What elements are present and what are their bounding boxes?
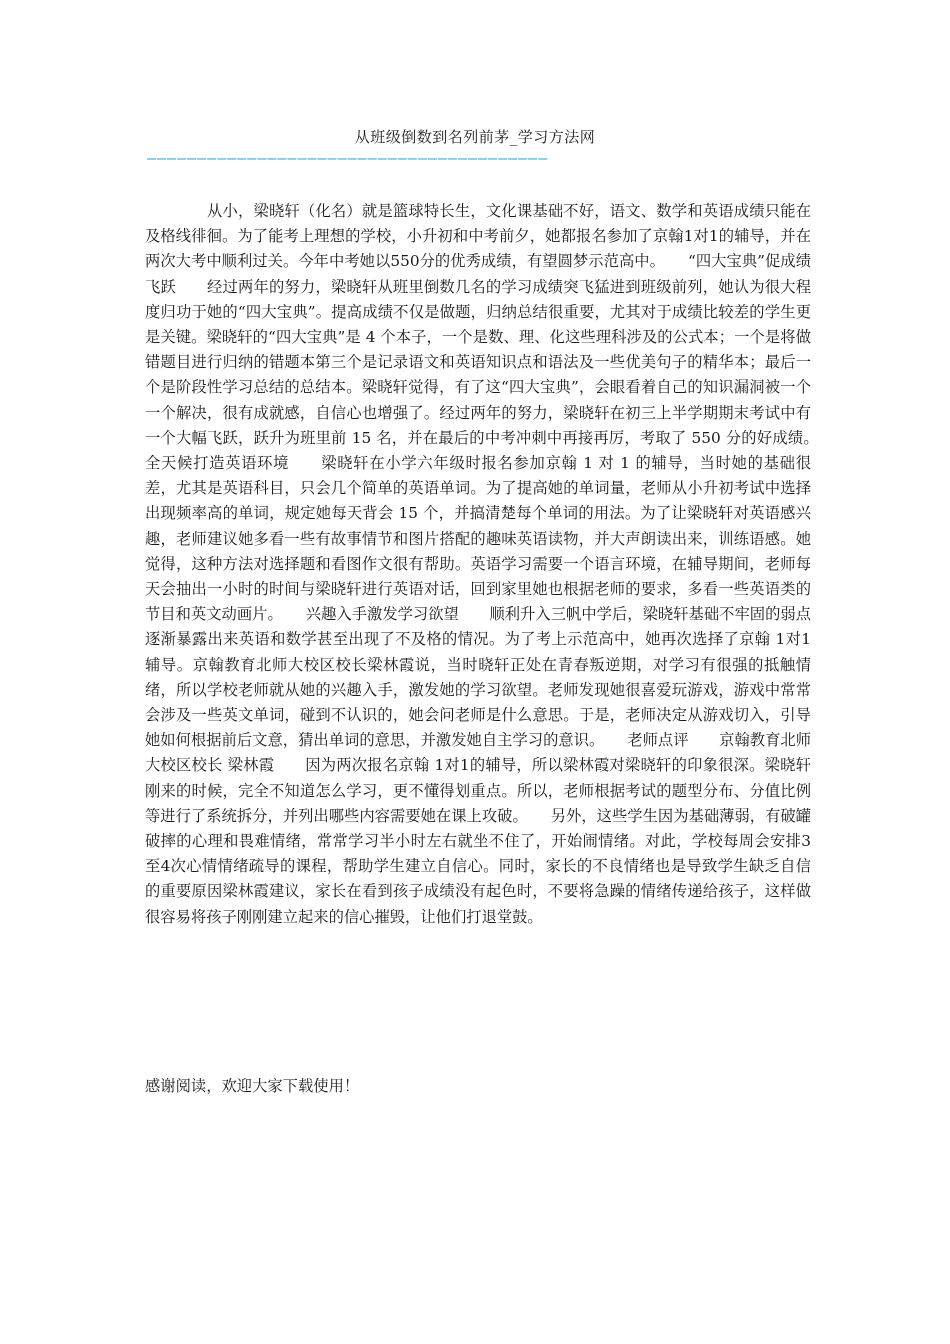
closing-note: 感谢阅读，欢迎大家下载使用！: [145, 1077, 360, 1095]
document-title: 从班级倒数到名列前茅_学习方法网: [354, 128, 596, 146]
article-body: 从小，梁晓轩（化名）就是篮球特长生，文化课基础不好，语文、数学和英语成绩只能在及格线徘徊。为了能考上理想的学校，小升初和中考前夕，她都报名参加了京翰1对1的辅导，并在两次大考中顺利过关。今年中考她以550分的优秀成绩，有望圆梦示范高中。 “四大宝典”促成绩飞跃 经过两年的努力，梁晓轩从班里倒数几名的学习成绩突飞猛进到班级前列，她认为很大程度归功于她的“四大宝典”。提高成绩不仅是做题，归纳总结很重要，尤其对于成绩比较差的学生更是关键。梁晓轩的“四大宝典”是 4 个本子，一个是数、理、化这些理科涉及的公式本；一个是将做错题目进行归纳的错题本第三个是记录语文和英语知识点和语法及一些优美句子的精华本；最后一个是阶段性学习总结的总结本。梁晓轩觉得，有了这“四大宝典”，会眼看着自己的知识漏洞被一个一个解决，很有成就感，自信心也增强了。经过两年的努力，梁晓轩在初三上半学期期末考试中有一个大幅飞跃，跃升为班里前 15 名，并在最后的中考冲刺中再接再厉，考取了 550 分的好成绩。 全天候打造英语环境 梁晓轩在小学六年级时报名参加京翰 1 对 1 的辅导，当时她的基础很差，尤其是英语科目，只会几个简单的英语单词。为了提高她的单词量，老师从小升初考试中选择出现频率高的单词，规定她每天背会 15 个，并搞清楚每个单词的用法。为了让梁晓轩对英语感兴趣，老师建议她多看一些有故事情节和图片搭配的趣味英语读物，并大声朗读出来，训练语感。她觉得，这种方法对选择题和看图作文很有帮助。英语学习需要一个语言环境，在辅导期间，老师每天会抽出一小时的时间与梁晓轩进行英语对话，回到家里她也根据老师的要求，多看一些英语类的节目和英文动画片。 兴趣入手激发学习欲望 顺利升入三帆中学后，梁晓轩基础不牢固的弱点逐渐暴露出来英语和数学甚至出现了不及格的情况。为了考上示范高中，她再次选择了京翰 1对1辅导。京翰教育北师大校区校长梁林霞说，当时晓轩正处在青春叛逆期，对学习有很强的抵触情绪，所以学校老师就从她的兴趣入手，激发她的学习欲望。老师发现她很喜爱玩游戏，游戏中常常会涉及一些英文单词，碰到不认识的，她会问老师是什么意思。于是，老师决定从游戏切入，引导她如何根据前后文意，猜出单词的意思，并激发她自主学习的意识。 老师点评 京翰教育北师大校区校长 梁林霞 因为两次报名京翰 1对1的辅导，所以梁林霞对梁晓轩的印象很深。梁晓轩刚来的时候，完全不知道怎么学习，更不懂得划重点。所以，老师根据考试的题型分布、分值比例等进行了系统拆分，并列出哪些内容需要她在课上攻破。 另外，这些学生因为基础薄弱，有破罐破摔的心理和畏难情绪，常常学习半小时左右就坐不住了，开始闹情绪。对此，学校每周会安排3至4次心情情绪疏导的课程，帮助学生建立自信心。同时，家长的不良情绪也是导致学生缺乏自信的重要原因梁林霞建议，家长在看到孩子成绩没有起色时，不要将急躁的情绪传递给孩子，这样做很容易将孩子刚刚建立起来的信心摧毁，让他们打退堂鼓。: [145, 202, 842, 926]
title-divider: ————————————————————————————————————————: [147, 149, 549, 167]
